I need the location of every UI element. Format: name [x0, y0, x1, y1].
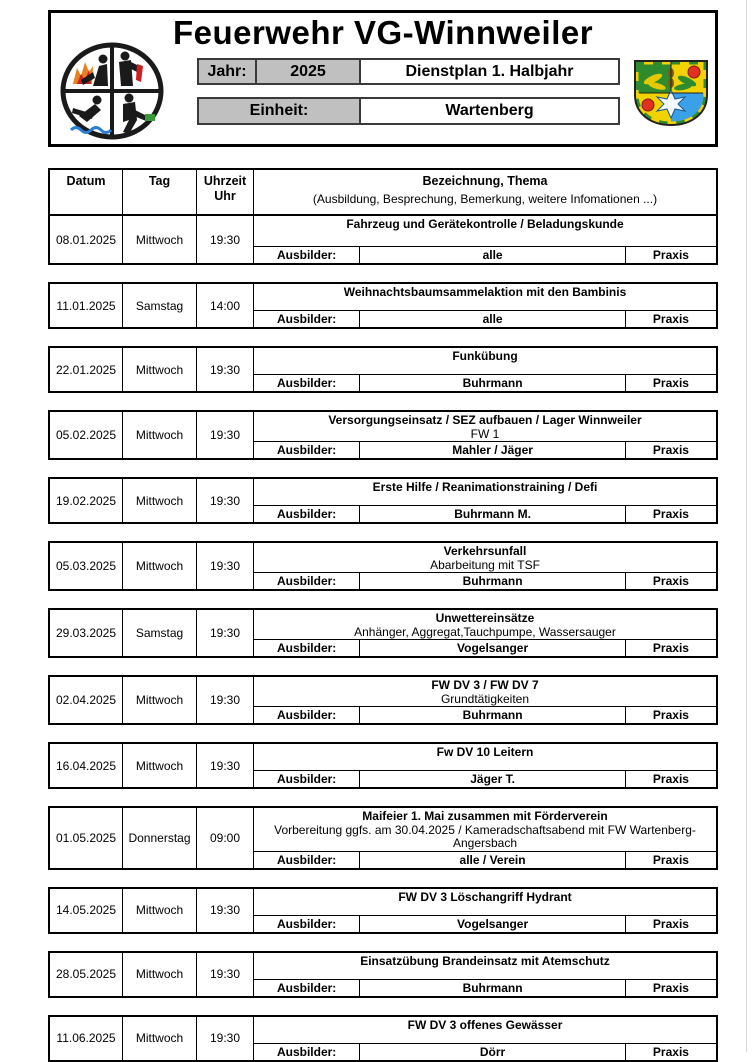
event-topic-title: FW DV 3 offenes Gewässer	[407, 1017, 563, 1032]
event-block	[48, 1015, 718, 1062]
column-header-uhrzeit-line2: Uhr	[214, 189, 236, 203]
event-block	[48, 477, 718, 524]
event-day: Mittwoch	[123, 744, 197, 787]
event-day: Mittwoch	[123, 479, 197, 522]
event-date: 01.05.2025	[50, 808, 123, 868]
event-block	[48, 742, 718, 789]
instructor-name: alle	[360, 311, 626, 327]
session-type: Praxis	[652, 916, 689, 931]
column-header-bezeichnung-line1: Bezeichnung, Thema	[422, 174, 548, 188]
session-type: Praxis	[652, 312, 689, 326]
instructor-label: Ausbilder:	[254, 980, 360, 996]
event-topic-title: Einsatzübung Brandeinsatz mit Atemschutz	[360, 953, 610, 968]
session-type: Praxis	[652, 443, 689, 457]
event-description-area	[254, 412, 716, 458]
instructor-name: Buhrmann	[360, 573, 626, 589]
column-header-bezeichnung-line2: (Ausbildung, Besprechung, Bemerkung, weitere Infomationen ...)	[312, 192, 658, 206]
event-topic-title: Weihnachtsbaumsammelaktion mit den Bambinis	[343, 285, 627, 299]
event-description-area	[254, 543, 716, 589]
event-day: Mittwoch	[123, 412, 197, 458]
instructor-name: Vogelsanger	[360, 640, 626, 656]
event-time: 19:30	[197, 677, 254, 723]
event-topic-title: Unwettereinsätze	[435, 611, 535, 625]
event-topic	[254, 348, 716, 374]
instructor-label: Ausbilder:	[254, 916, 360, 932]
instructor-label: Ausbilder:	[254, 311, 360, 327]
session-type: Praxis	[652, 708, 689, 722]
event-description-area	[254, 953, 716, 996]
instructor-row	[254, 441, 716, 458]
event-topic-title: Erste Hilfe / Reanimationstraining / Defi	[372, 480, 598, 494]
session-type: Praxis	[652, 980, 689, 995]
event-description-area	[254, 284, 716, 327]
event-description-area	[254, 889, 716, 932]
event-date: 22.01.2025	[50, 348, 123, 391]
event-topic-title: Funkübung	[452, 349, 518, 363]
event-topic-details: Grundtätigkeiten	[440, 691, 530, 706]
event-topic	[254, 744, 716, 770]
event-date: 08.01.2025	[50, 216, 123, 263]
page-title: Feuerwehr VG-Winnweiler	[172, 14, 594, 51]
event-time: 09:00	[197, 808, 254, 868]
event-topic-details: Vorbereitung ggfs. am 30.04.2025 / Kameradschaftsabend mit FW Wartenberg-Angersbach	[274, 822, 696, 850]
column-header-uhrzeit-line1: Uhrzeit	[203, 174, 247, 188]
event-topic	[254, 216, 716, 246]
event-day: Mittwoch	[123, 216, 197, 263]
table-header-box	[48, 168, 718, 265]
event-day: Mittwoch	[123, 1017, 197, 1060]
event-description-area	[254, 610, 716, 656]
event-date: 16.04.2025	[50, 744, 123, 787]
event-block	[48, 951, 718, 998]
municipality-coat-of-arms-icon	[631, 57, 711, 134]
event-day: Mittwoch	[123, 348, 197, 391]
event-time: 19:30	[197, 889, 254, 932]
instructor-row	[254, 639, 716, 656]
event-topic	[254, 889, 716, 915]
instructor-row	[254, 706, 716, 723]
event-date: 05.02.2025	[50, 412, 123, 458]
instructor-row	[254, 915, 716, 932]
year-label: Jahr:	[199, 60, 255, 83]
instructor-label: Ausbilder:	[254, 375, 360, 391]
event-description-area	[254, 808, 716, 868]
event-date: 29.03.2025	[50, 610, 123, 656]
event-topic-title: Versorgungseinsatz / SEZ aufbauen / Lager Winnweiler	[328, 413, 642, 427]
event-topic-details: FW 1	[470, 426, 500, 441]
column-header-datum: Datum	[50, 170, 123, 214]
event-time: 19:30	[197, 1017, 254, 1060]
event-block	[48, 806, 718, 870]
event-day: Mittwoch	[123, 677, 197, 723]
year-value: 2025	[255, 60, 359, 83]
duty-plan-table	[48, 168, 718, 1062]
instructor-row	[254, 505, 716, 522]
instructor-row	[254, 770, 716, 787]
event-topic	[254, 479, 716, 505]
event-time: 19:30	[197, 348, 254, 391]
instructor-name: Buhrmann M.	[360, 506, 626, 522]
instructor-name: alle / Verein	[360, 852, 626, 868]
instructor-row	[254, 1043, 716, 1060]
event-description-area	[254, 216, 716, 263]
unit-row	[197, 97, 620, 125]
session-type: Praxis	[652, 507, 689, 521]
event-list	[48, 282, 718, 1062]
fire-department-emblem-icon	[59, 42, 165, 145]
event-block	[48, 887, 718, 934]
event-topic-details: Abarbeitung mit TSF	[430, 557, 540, 572]
event-day: Mittwoch	[123, 543, 197, 589]
event-topic-details: Anhänger, Aggregat,Tauchpumpe, Wassersauger	[354, 624, 616, 639]
instructor-label: Ausbilder:	[254, 707, 360, 723]
event-day: Samstag	[123, 284, 197, 327]
event-topic	[254, 543, 716, 572]
event-topic	[254, 284, 716, 310]
event-day: Samstag	[123, 610, 197, 656]
event-date: 05.03.2025	[50, 543, 123, 589]
event-topic-title: Fw DV 10 Leitern	[436, 745, 534, 759]
event-time: 19:30	[197, 610, 254, 656]
session-type: Praxis	[652, 248, 689, 262]
event-day: Donnerstag	[123, 808, 197, 868]
column-header-tag: Tag	[123, 170, 197, 214]
event-topic	[254, 1017, 716, 1043]
event-date: 19.02.2025	[50, 479, 123, 522]
instructor-name: Buhrmann	[360, 707, 626, 723]
event-topic	[254, 677, 716, 706]
instructor-label: Ausbilder:	[254, 640, 360, 656]
event-topic	[254, 412, 716, 441]
event-topic-title: FW DV 3 / FW DV 7	[431, 678, 539, 692]
instructor-row	[254, 310, 716, 327]
event-time: 19:30	[197, 412, 254, 458]
session-type: Praxis	[652, 772, 689, 786]
event-block	[48, 282, 718, 329]
instructor-name: Buhrmann	[360, 980, 626, 996]
instructor-name: Mahler / Jäger	[360, 442, 626, 458]
event-day: Mittwoch	[123, 953, 197, 996]
instructor-label: Ausbilder:	[254, 852, 360, 868]
event-topic	[254, 808, 716, 851]
event-topic	[254, 953, 716, 979]
event-topic	[254, 610, 716, 639]
event-date: 11.01.2025	[50, 284, 123, 327]
event-time: 19:30	[197, 479, 254, 522]
plan-title: Dienstplan 1. Halbjahr	[359, 60, 618, 83]
session-type: Praxis	[652, 641, 689, 655]
instructor-label: Ausbilder:	[254, 771, 360, 787]
instructor-name: Dörr	[360, 1044, 626, 1060]
event-date: 14.05.2025	[50, 889, 123, 932]
event-block	[48, 608, 718, 658]
instructor-label: Ausbilder:	[254, 573, 360, 589]
event-date: 02.04.2025	[50, 677, 123, 723]
instructor-row	[254, 374, 716, 391]
event-description-area	[254, 744, 716, 787]
page-edge-line	[746, 0, 747, 1052]
event-description-area	[254, 479, 716, 522]
event-time: 19:30	[197, 744, 254, 787]
event-description-area	[254, 348, 716, 391]
session-type: Praxis	[652, 376, 689, 390]
instructor-name: Jäger T.	[360, 771, 626, 787]
instructor-name: Vogelsanger	[360, 916, 626, 932]
instructor-label: Ausbilder:	[254, 506, 360, 522]
session-type: Praxis	[652, 574, 689, 588]
session-type: Praxis	[652, 1044, 689, 1059]
document-header	[48, 10, 718, 147]
event-block	[48, 346, 718, 393]
instructor-row	[254, 246, 716, 263]
event-date: 11.06.2025	[50, 1017, 123, 1060]
table-header-row	[50, 170, 716, 216]
instructor-row	[254, 851, 716, 868]
event-time: 14:00	[197, 284, 254, 327]
instructor-name: alle	[360, 247, 626, 263]
instructor-label: Ausbilder:	[254, 247, 360, 263]
event-time: 19:30	[197, 216, 254, 263]
event-topic-title: Maifeier 1. Mai zusammen mit Förderverein	[362, 809, 608, 823]
event-description-area	[254, 677, 716, 723]
instructor-name: Buhrmann	[360, 375, 626, 391]
event-topic-title: Verkehrsunfall	[443, 544, 527, 558]
unit-label: Einheit:	[199, 99, 359, 123]
unit-value: Wartenberg	[359, 99, 618, 123]
event-description-area	[254, 1017, 716, 1060]
instructor-label: Ausbilder:	[254, 442, 360, 458]
event-time: 19:30	[197, 953, 254, 996]
event-topic-title: Fahrzeug und Gerätekontrolle / Beladungskunde	[346, 217, 624, 231]
year-row	[197, 58, 620, 85]
event-topic-title: FW DV 3 Löschangriff Hydrant	[398, 889, 572, 904]
event-block	[50, 216, 716, 263]
event-time: 19:30	[197, 543, 254, 589]
event-block	[48, 541, 718, 591]
event-block	[48, 675, 718, 725]
column-header-uhrzeit	[197, 170, 254, 214]
session-type: Praxis	[652, 852, 689, 867]
instructor-label: Ausbilder:	[254, 1044, 360, 1060]
instructor-row	[254, 979, 716, 996]
instructor-row	[254, 572, 716, 589]
event-date: 28.05.2025	[50, 953, 123, 996]
event-day: Mittwoch	[123, 889, 197, 932]
column-header-bezeichnung	[254, 170, 716, 214]
event-block	[48, 410, 718, 460]
